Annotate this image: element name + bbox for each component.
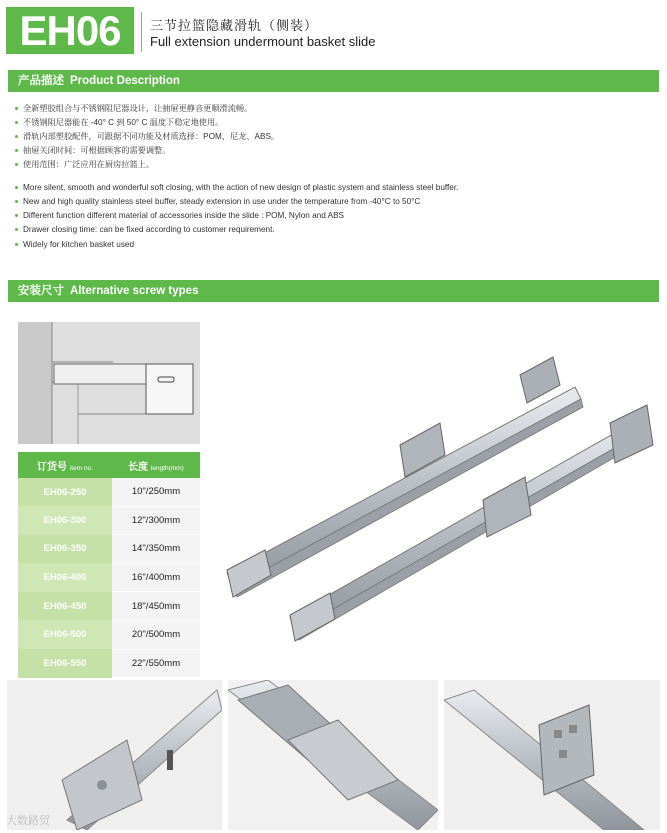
product-image-slides [215, 335, 660, 655]
bullet-cn-2: 不锈钢阻尼器能在 -40° C 到 50° C 温度下稳定地使用。 [15, 116, 223, 130]
bullet-cn-1: 全新塑胶组合与不锈钢阻尼器设计，让抽屉更静音更顺滑流畅。 [15, 102, 252, 116]
section-bar-product-description [8, 70, 659, 92]
table-header-row [18, 452, 200, 478]
title-chinese: 三节拉篮隐藏滑轨（侧装） [150, 18, 319, 33]
bullet-cn-4: 抽屉关闭时间：可根据顾客的需要调整。 [15, 144, 170, 158]
detail-photo-2-svg [228, 680, 438, 830]
detail-photo-1-svg [7, 680, 222, 830]
item-length: 18"/450mm [112, 592, 200, 621]
table-row [18, 620, 200, 649]
item-length: 22"/550mm [112, 649, 200, 678]
table-row [18, 535, 200, 564]
bullet-en-5: Widely for kitchen basket used [15, 238, 134, 252]
item-length: 10"/250mm [112, 478, 200, 506]
section-heading-en: Alternative screw types [70, 285, 199, 297]
section-heading-cn: 安装尺寸 [18, 285, 64, 297]
detail-photo-rear-bracket [444, 680, 660, 830]
bullet-en-4: Drawer closing time: can be fixed according to customer requirement. [15, 223, 275, 237]
detail-photo-3-svg [444, 680, 660, 830]
bullet-cn-3: 滑轨内部塑胶配件，可跟据不同功能及材质选择：POM、尼龙、ABS。 [15, 130, 279, 144]
item-length: 20"/500mm [112, 620, 200, 649]
model-badge: EH06 [6, 7, 134, 54]
table-row [18, 592, 200, 621]
item-code: EH06-450 [18, 592, 112, 621]
detail-photo-rail-mechanism [228, 680, 438, 830]
bullet-en-2: New and high quality stainless steel buffer, steady extension in use under the temperature from -40°C to 50°C [15, 195, 420, 209]
item-code: EH06-550 [18, 649, 112, 678]
watermark: 大数路贸 [6, 815, 50, 827]
table-row [18, 563, 200, 592]
cabinet-drawing-svg [18, 322, 200, 444]
detail-photo-front-end [7, 680, 222, 830]
table-row [18, 478, 200, 506]
cabinet-installation-drawing [18, 322, 200, 444]
bullet-en-3: Different function different material of accessories inside the slide : POM, Nylon and ABS [15, 209, 344, 223]
col-item-no-header: 订货号 item no. [18, 452, 112, 478]
section-heading-en: Product Description [70, 75, 180, 87]
title-english: Full extension undermount basket slide [150, 34, 376, 49]
item-length: 12"/300mm [112, 506, 200, 535]
section-bar-screw-types [8, 280, 659, 302]
table-row [18, 506, 200, 535]
slides-illustration [215, 335, 660, 655]
item-length: 14"/350mm [112, 535, 200, 564]
item-code: EH06-400 [18, 563, 112, 592]
item-code: EH06-300 [18, 506, 112, 535]
col-length-header: 长度 length(mm) [112, 452, 200, 478]
bullet-cn-5: 使用范围：广泛应用在厨房拉篮上。 [15, 158, 154, 172]
item-code: EH06-500 [18, 620, 112, 649]
bullet-en-1: More silent, smooth and wonderful soft closing, with the action of new design of plastic system and stainless steel buffer. [15, 181, 458, 195]
spec-table [18, 452, 200, 678]
table-row [18, 649, 200, 678]
item-code: EH06-350 [18, 535, 112, 564]
item-code: EH06-250 [18, 478, 112, 506]
header-divider [141, 12, 142, 52]
item-length: 16"/400mm [112, 563, 200, 592]
section-heading-cn: 产品描述 [18, 75, 64, 87]
